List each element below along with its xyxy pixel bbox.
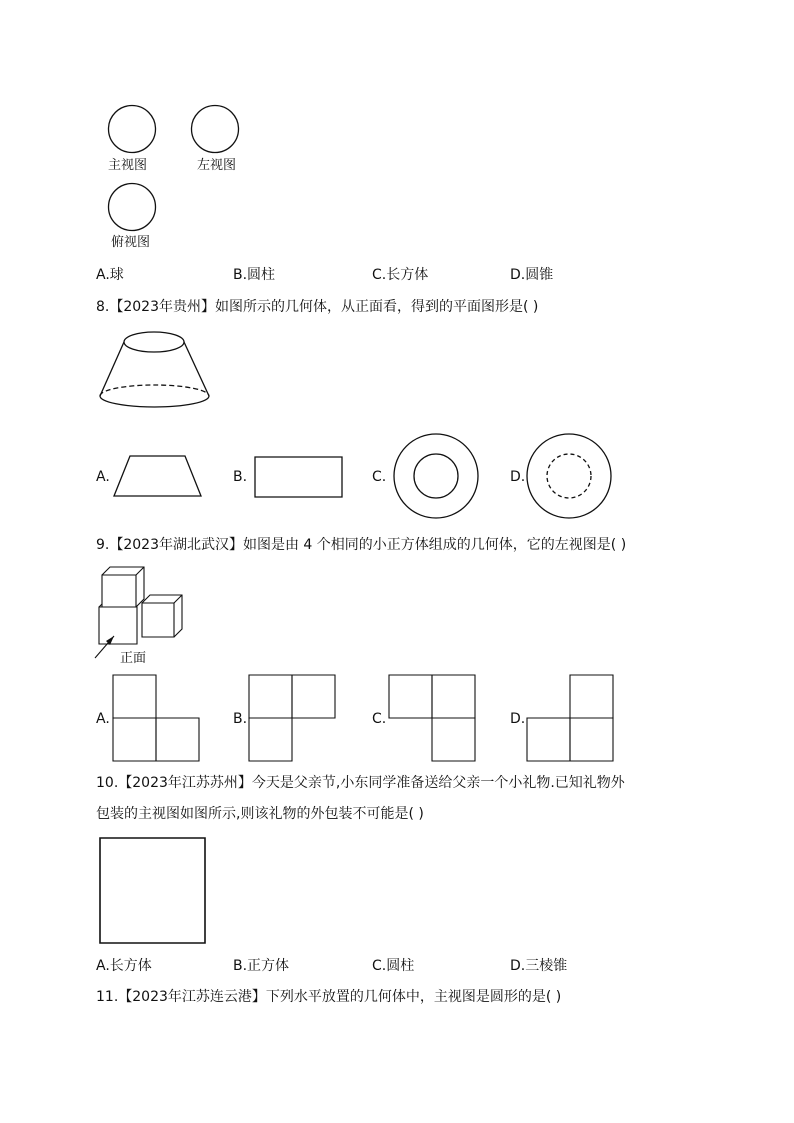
q9-option-a-letter[interactable]: A. bbox=[96, 711, 110, 727]
q8-option-a-letter[interactable]: A. bbox=[96, 469, 110, 485]
q7-option-d[interactable]: D.圆锥 bbox=[510, 267, 554, 283]
q9-option-c-letter[interactable]: C. bbox=[372, 711, 387, 727]
q8-option-a-trapezoid[interactable] bbox=[113, 455, 203, 497]
frustum-figure bbox=[98, 330, 216, 412]
q7-option-b[interactable]: B.圆柱 bbox=[233, 267, 276, 283]
q10-stem-line1: 10.【2023年江苏苏州】今天是父亲节,小东同学准备送给父亲一个小礼物.已知礼物外 bbox=[96, 775, 625, 791]
q10-option-d[interactable]: D.三棱锥 bbox=[510, 958, 568, 974]
top-view-circle bbox=[108, 183, 158, 233]
q8-option-d-letter[interactable]: D. bbox=[510, 469, 526, 485]
q10-option-b[interactable]: B.正方体 bbox=[233, 958, 290, 974]
q9-option-b-figure[interactable] bbox=[248, 674, 338, 764]
front-view-circle bbox=[108, 105, 158, 155]
q10-option-a[interactable]: A.长方体 bbox=[96, 958, 152, 974]
q9-option-d-letter[interactable]: D. bbox=[510, 711, 526, 727]
q9-option-a-figure[interactable] bbox=[112, 674, 202, 764]
q10-option-c[interactable]: C.圆柱 bbox=[372, 958, 415, 974]
q9-stem: 9.【2023年湖北武汉】如图是由 4 个相同的小正方体组成的几何体，它的左视图是( ) bbox=[96, 537, 627, 553]
q8-option-b-rectangle[interactable] bbox=[254, 456, 344, 498]
left-view-label: 左视图 bbox=[197, 158, 237, 173]
cube-stack-figure bbox=[94, 562, 186, 660]
front-direction-label: 正面 bbox=[120, 651, 147, 666]
q8-option-b-letter[interactable]: B. bbox=[233, 469, 248, 485]
top-view-label: 俯视图 bbox=[111, 235, 151, 250]
q8-option-c-concentric-circles[interactable] bbox=[393, 433, 479, 519]
q9-option-c-figure[interactable] bbox=[388, 674, 478, 764]
q9-option-b-letter[interactable]: B. bbox=[233, 711, 248, 727]
q10-front-view-square bbox=[99, 837, 207, 945]
left-view-circle bbox=[191, 105, 241, 155]
front-view-label: 主视图 bbox=[108, 158, 148, 173]
q8-option-d-circle-with-dashed-inner[interactable] bbox=[526, 433, 612, 519]
q7-option-a[interactable]: A.球 bbox=[96, 267, 124, 283]
q9-option-d-figure[interactable] bbox=[526, 674, 616, 764]
q7-option-c[interactable]: C.长方体 bbox=[372, 267, 429, 283]
q10-stem-line2: 包装的主视图如图所示,则该礼物的外包装不可能是( ) bbox=[96, 806, 424, 822]
q8-stem: 8.【2023年贵州】如图所示的几何体，从正面看，得到的平面图形是( ) bbox=[96, 299, 539, 315]
q11-stem: 11.【2023年江苏连云港】下列水平放置的几何体中，主视图是圆形的是( ) bbox=[96, 989, 562, 1005]
q8-option-c-letter[interactable]: C. bbox=[372, 469, 387, 485]
